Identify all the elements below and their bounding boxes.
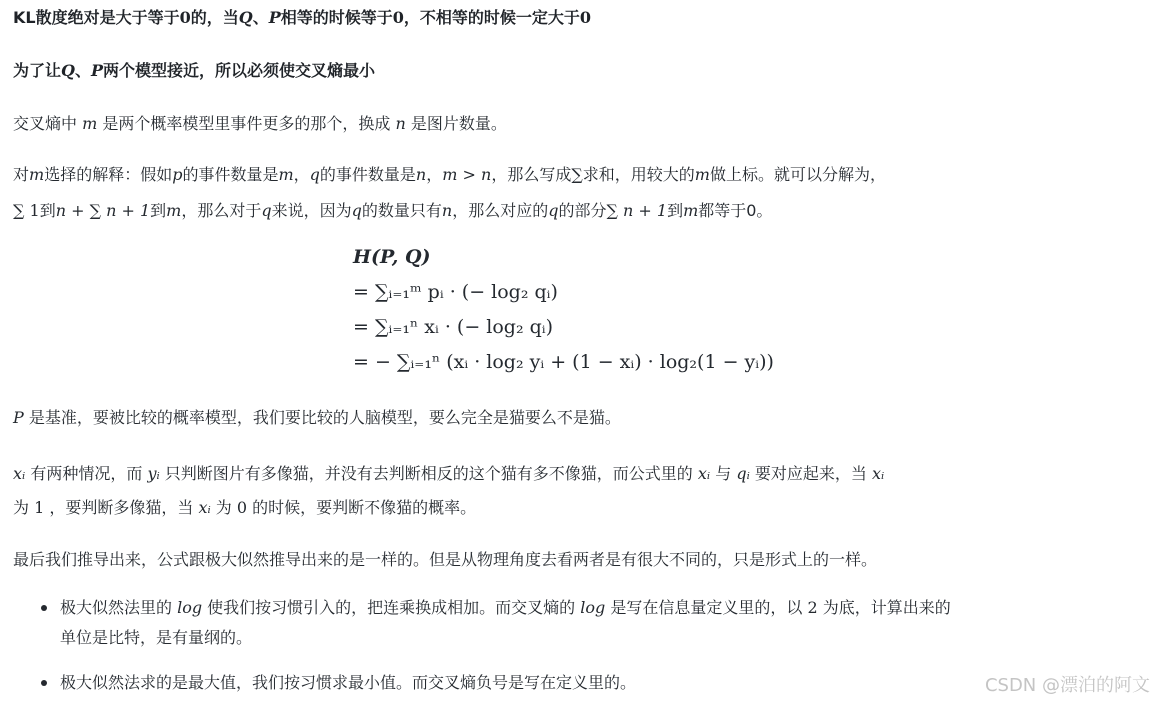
text: 对 (13, 165, 30, 184)
paragraph-minimize-cross-entropy (13, 55, 375, 87)
math-m: m (683, 201, 699, 220)
text: 最后我们推导出来，公式跟极大似然推导出来的是一样的。但是从物理角度去看两者是有很大不同的，只是形式上的一样。 (13, 550, 878, 569)
text: 的，当 (190, 8, 239, 27)
text: 有两种情况，而 (25, 464, 148, 483)
math-log: log (177, 598, 203, 617)
text: 选择的解释：假如 (44, 165, 173, 184)
formula-line-3: = ∑ᵢ₌₁ⁿ xᵢ · (− log₂ qᵢ) (353, 316, 554, 338)
cross-entropy-formula (353, 240, 774, 380)
math-xi: xᵢ (198, 498, 211, 517)
math-sum-n-plus-1: ∑ n + 1 (606, 201, 668, 220)
text: ，那么写成 (491, 165, 572, 184)
math-m-gt-n: m > n (442, 165, 492, 184)
math-p: p (172, 165, 183, 184)
text: 到 (39, 201, 56, 220)
text: 是基准，要被比较的概率模型，我们要比较的人脑模型，要么完全是猫要么不是猫。 (23, 408, 621, 427)
bullet-dot (41, 680, 47, 686)
text: 极大似然法求的是最大值，我们按习惯求最小值。而交叉熵负号是写在定义里的。 (60, 673, 637, 692)
text: 是写在信息量定义里的，以 (605, 598, 808, 617)
math-two: 2 (807, 598, 818, 617)
text: 相等的时候等于 (280, 8, 393, 27)
math-p: P (13, 408, 24, 427)
math-m: m (29, 165, 45, 184)
text: 为 (210, 498, 237, 517)
text: 的数量只有 (361, 201, 442, 220)
text: 都等于0。 (698, 201, 773, 220)
math-sum-1: ∑ 1 (13, 201, 40, 220)
bullet-dot (41, 605, 47, 611)
formula-line-2: = ∑ᵢ₌₁ᵐ pᵢ · (− log₂ qᵢ) (353, 281, 558, 303)
formula-line-1: H(P, Q) (353, 246, 431, 268)
text: 与 (710, 464, 737, 483)
math-yi: yᵢ (147, 464, 160, 483)
math-n-plus-sum: n + ∑ n + 1 (55, 201, 151, 220)
text: ， (426, 165, 443, 184)
text: 极大似然法里的 (60, 598, 178, 617)
paragraph-kl-divergence (13, 2, 591, 34)
text: 求和，用较大的 (582, 165, 695, 184)
math-one: 1 (34, 498, 45, 517)
math-n: n (441, 201, 453, 220)
math-q: q (351, 201, 362, 220)
math-zero: 0 (179, 8, 191, 27)
math-zero: 0 (392, 8, 404, 27)
text: 、 (74, 61, 91, 80)
text: 单位是比特，是有量纲的。 (60, 628, 253, 647)
math-p: P (90, 61, 103, 80)
text: 的事件数量是 (319, 165, 416, 184)
paragraph-m-choice-line2 (13, 195, 772, 227)
paragraph-m-n-meaning (13, 108, 507, 140)
text: ，不相等的时候一定大于 (403, 8, 580, 27)
math-m: m (166, 201, 182, 220)
math-log: log (580, 598, 606, 617)
bullet-item-1-line2 (60, 622, 252, 654)
math-xi: xᵢ (697, 464, 711, 483)
text: 到 (150, 201, 167, 220)
bullet-item-1-line1 (60, 592, 951, 624)
text: 为 (13, 498, 35, 517)
math-xi: xᵢ (871, 464, 885, 483)
paragraph-conclusion (13, 544, 877, 576)
text: 的事件数量是 (182, 165, 279, 184)
text: KL散度绝对是大于等于 (13, 8, 180, 27)
text: 的时候，要判断不像猫的概率。 (247, 498, 477, 517)
math-q: Q (238, 8, 253, 27)
math-q: q (261, 201, 272, 220)
math-p: P (268, 8, 281, 27)
math-zero: 0 (236, 498, 248, 517)
text: 为底，计算出来的 (817, 598, 951, 617)
text: ，要判断多像猫，当 (44, 498, 199, 517)
math-xi: xᵢ (13, 464, 26, 483)
text: 来说，因为 (271, 201, 352, 220)
math-q: q (309, 165, 320, 184)
paragraph-m-choice-line1 (13, 159, 886, 191)
paragraph-xi-cases-line1 (13, 458, 884, 490)
text: 、 (252, 8, 269, 27)
math-q: q (548, 201, 559, 220)
math-sum: ∑ (571, 165, 583, 184)
text: 要对应起来，当 (749, 464, 872, 483)
paragraph-p-baseline (13, 402, 621, 434)
text: 使我们按习惯引入的，把连乘换成相加。而交叉熵的 (202, 598, 581, 617)
text: 做上标。就可以分解为， (709, 165, 886, 184)
math-m: m (82, 114, 98, 133)
bullet-item-2 (60, 667, 636, 699)
text: 是图片数量。 (405, 114, 507, 133)
csdn-watermark: CSDN @漂泊的阿文 (984, 675, 1150, 696)
math-n: n (395, 114, 406, 133)
math-q: Q (61, 61, 75, 80)
text: ， (293, 165, 310, 184)
math-m: m (278, 165, 294, 184)
math-zero: 0 (579, 8, 592, 27)
math-m: m (694, 165, 710, 184)
math-qi: qᵢ (736, 464, 750, 483)
paragraph-xi-cases-line2 (13, 492, 476, 524)
formula-line-4: = − ∑ᵢ₌₁ⁿ (xᵢ · log₂ yᵢ + (1 − xᵢ) · log₂(1 − yᵢ)) (353, 351, 774, 373)
text: ，那么对于 (181, 201, 262, 220)
text: 为了让 (13, 61, 62, 80)
text: 是两个概率模型里事件更多的那个，换成 (97, 114, 396, 133)
text: 交叉熵中 (13, 114, 83, 133)
text: ，那么对应的 (452, 201, 549, 220)
math-n: n (415, 165, 427, 184)
text: 只判断图片有多像猫，并没有去判断相反的这个猫有多不像猫，而公式里的 (159, 464, 698, 483)
text: 的部分 (558, 201, 607, 220)
text: 到 (667, 201, 684, 220)
text: 两个模型接近，所以必须使交叉熵最小 (103, 61, 376, 80)
